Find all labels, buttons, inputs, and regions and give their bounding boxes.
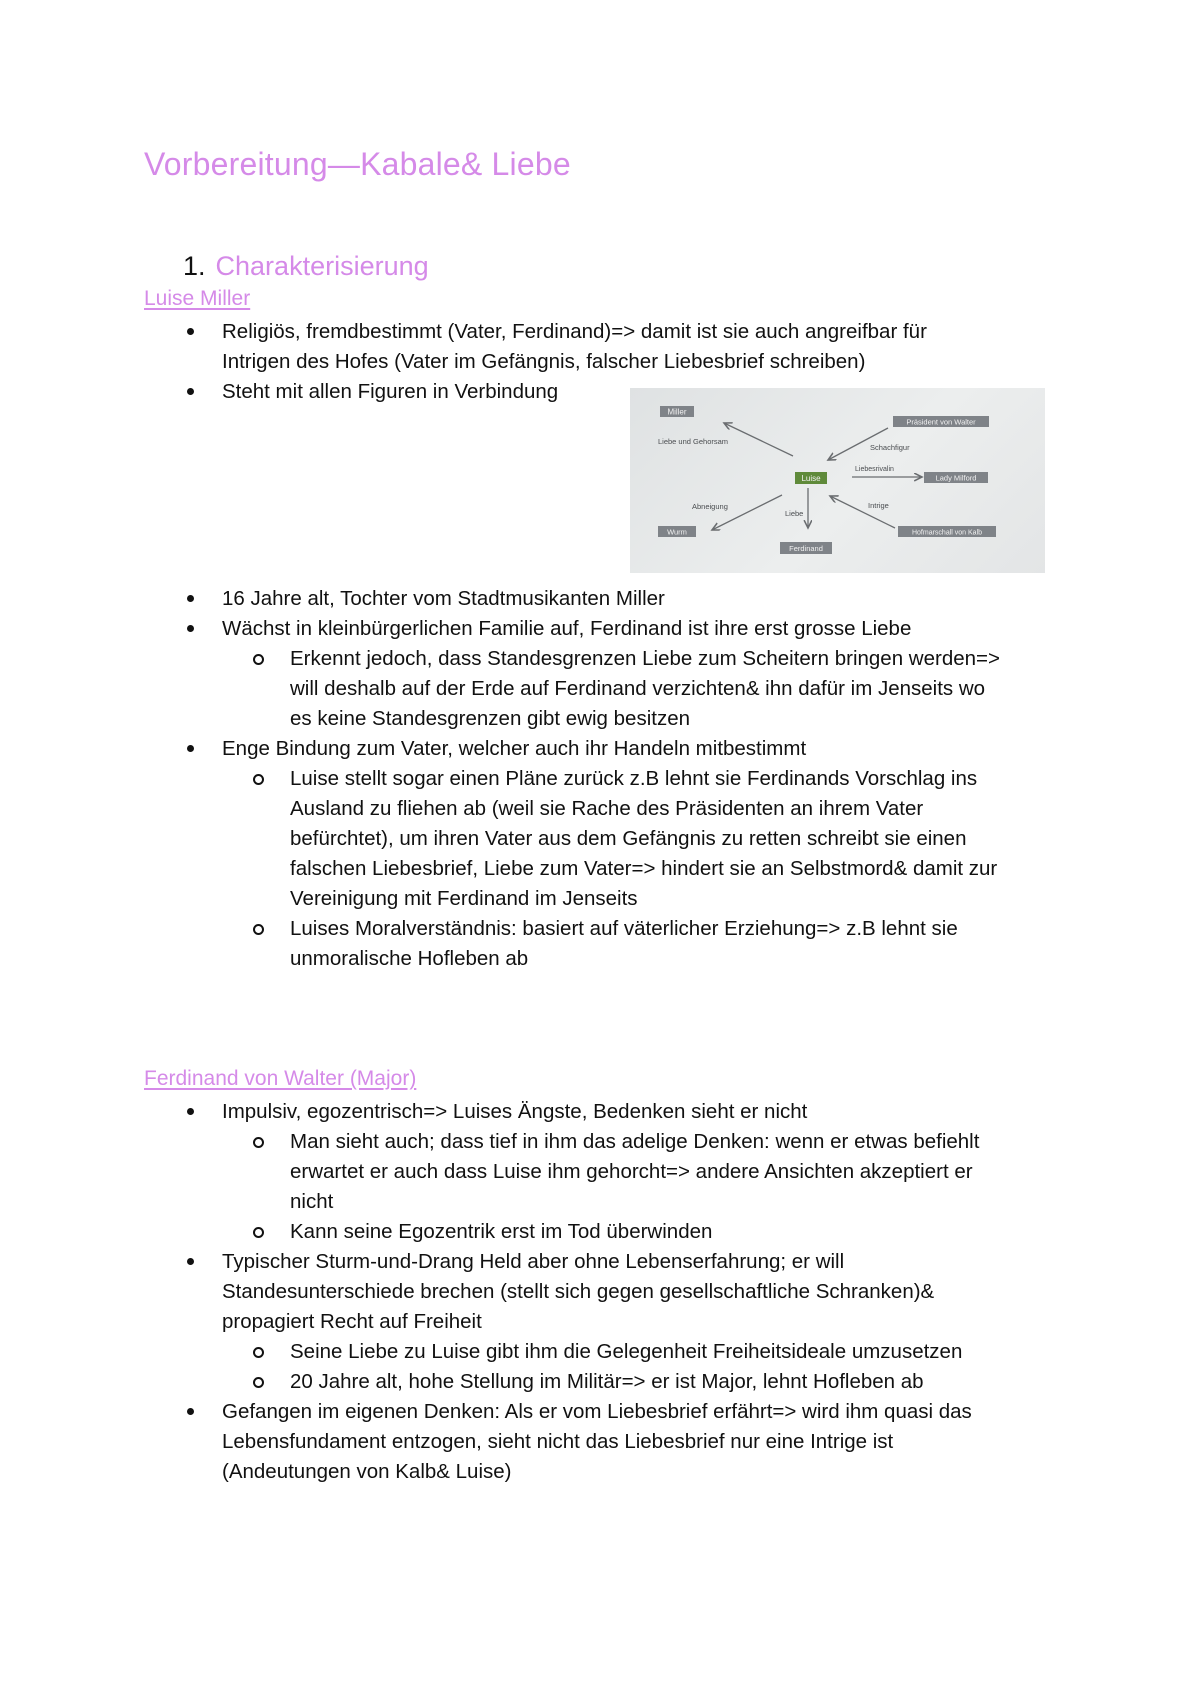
node-wurm: Wurm xyxy=(667,527,687,537)
ferdinand-line: erwartet er auch dass Luise ihm gehorcht=> andere Ansichten akzeptiert er xyxy=(290,1160,973,1183)
bullet-circle xyxy=(253,1377,264,1388)
edge-label-intrige: Intrige xyxy=(868,501,889,510)
edge-label-liebe: Liebe xyxy=(785,509,804,518)
luise-line: Erkennt jedoch, dass Standesgrenzen Liebe zum Scheitern bringen werden=> xyxy=(290,647,1000,670)
bullet-circle xyxy=(253,1137,264,1148)
edge-label-abneigung: Abneigung xyxy=(692,502,728,511)
section-heading xyxy=(183,251,429,282)
bullet-dot xyxy=(187,1408,194,1415)
ferdinand-line: Seine Liebe zu Luise gibt ihm die Gelegenheit Freiheitsideale umzusetzen xyxy=(290,1340,963,1363)
luise-line: Luises Moralverständnis: basiert auf väterlicher Erziehung=> z.B lehnt sie xyxy=(290,917,958,940)
bullet-circle xyxy=(253,1227,264,1238)
bullet-dot xyxy=(187,1108,194,1115)
ferdinand-line: Standesunterschiede brechen (stellt sich gegen gesellschaftliche Schranken)& xyxy=(222,1280,935,1303)
ferdinand-line: Impulsiv, egozentrisch=> Luises Ängste, Bedenken sieht er nicht xyxy=(222,1100,808,1123)
node-ferdinand: Ferdinand xyxy=(789,544,823,553)
ferdinand-heading: Ferdinand von Walter (Major) xyxy=(144,1067,417,1090)
bullet-dot xyxy=(187,595,194,602)
ferdinand-line: Gefangen im eigenen Denken: Als er vom Liebesbrief erfährt=> wird ihm quasi das xyxy=(222,1400,972,1423)
document-title: Vorbereitung—Kabale& Liebe xyxy=(144,146,571,182)
edge-luise-miller xyxy=(724,423,793,456)
section-number: 1. xyxy=(183,251,206,281)
character-diagram xyxy=(630,388,1045,573)
bullet-circle xyxy=(253,1347,264,1358)
luise-line: Wächst in kleinbürgerlichen Familie auf, Ferdinand ist ihre erst grosse Liebe xyxy=(222,617,912,640)
bullet-dot xyxy=(187,328,194,335)
bullet-circle xyxy=(253,924,264,935)
luise-line: Luise stellt sogar einen Pläne zurück z.B lehnt sie Ferdinands Vorschlag ins xyxy=(290,767,978,790)
ferdinand-line: (Andeutungen von Kalb& Luise) xyxy=(222,1460,512,1483)
node-milford: Lady Milford xyxy=(935,473,977,483)
luise-heading: Luise Miller xyxy=(144,287,251,310)
bullet-circle xyxy=(253,654,264,665)
ferdinand-line: Man sieht auch; dass tief in ihm das adelige Denken: wenn er etwas befiehlt xyxy=(290,1130,980,1153)
luise-line: Intrigen des Hofes (Vater im Gefängnis, falscher Liebesbrief schreiben) xyxy=(222,350,866,373)
bullet-dot xyxy=(187,745,194,752)
bullet-dot xyxy=(187,1258,194,1265)
edge-label-liebe-gehorsam: Liebe und Gehorsam xyxy=(658,437,729,446)
node-president: Präsident von Walter xyxy=(906,417,976,427)
section-label: Charakterisierung xyxy=(215,251,429,281)
luise-line: will deshalb auf der Erde auf Ferdinand verzichten& ihn dafür im Jenseits wo xyxy=(290,677,986,700)
luise-line: Vereinigung mit Ferdinand im Jenseits xyxy=(290,887,638,910)
ferdinand-line: Lebensfundament entzogen, sieht nicht das Liebesbrief nur eine Intrige ist xyxy=(222,1430,894,1453)
edge-label-schachfigur: Schachfigur xyxy=(870,443,910,452)
ferdinand-line: Kann seine Egozentrik erst im Tod überwinden xyxy=(290,1220,713,1243)
node-miller: Miller xyxy=(667,407,687,417)
bullet-dot xyxy=(187,625,194,632)
luise-line: Steht mit allen Figuren in Verbindung xyxy=(222,380,559,403)
edge-label-liebesrivalin: Liebesrivalin xyxy=(855,466,894,473)
luise-line: unmoralische Hofleben ab xyxy=(290,947,529,970)
luise-line: falschen Liebesbrief, Liebe zum Vater=> hindert sie an Selbstmord& damit zur xyxy=(290,857,998,880)
ferdinand-line: nicht xyxy=(290,1190,334,1213)
ferdinand-line: propagiert Recht auf Freiheit xyxy=(222,1310,482,1333)
ferdinand-line: Typischer Sturm-und-Drang Held aber ohne Lebenserfahrung; er will xyxy=(222,1250,845,1273)
luise-line: Religiös, fremdbestimmt (Vater, Ferdinand)=> damit ist sie auch angreifbar für xyxy=(222,320,927,343)
node-luise: Luise xyxy=(801,474,821,483)
luise-line: Enge Bindung zum Vater, welcher auch ihr Handeln mitbestimmt xyxy=(222,737,807,760)
node-kalb: Hofmarschall von Kalb xyxy=(911,529,983,537)
luise-line: Ausland zu fliehen ab (weil sie Rache des Präsidenten an ihrem Vater xyxy=(290,797,924,820)
luise-line: es keine Standesgrenzen gibt ewig besitzen xyxy=(290,707,691,730)
luise-line: befürchtet), um ihren Vater aus dem Gefängnis zu retten schreibt sie einen xyxy=(290,827,967,850)
ferdinand-line: 20 Jahre alt, hohe Stellung im Militär=> er ist Major, lehnt Hofleben ab xyxy=(290,1370,924,1393)
edge-luise-wurm xyxy=(712,495,782,530)
luise-line: 16 Jahre alt, Tochter vom Stadtmusikanten Miller xyxy=(222,587,665,610)
bullet-circle xyxy=(253,774,264,785)
bullet-dot xyxy=(187,388,194,395)
